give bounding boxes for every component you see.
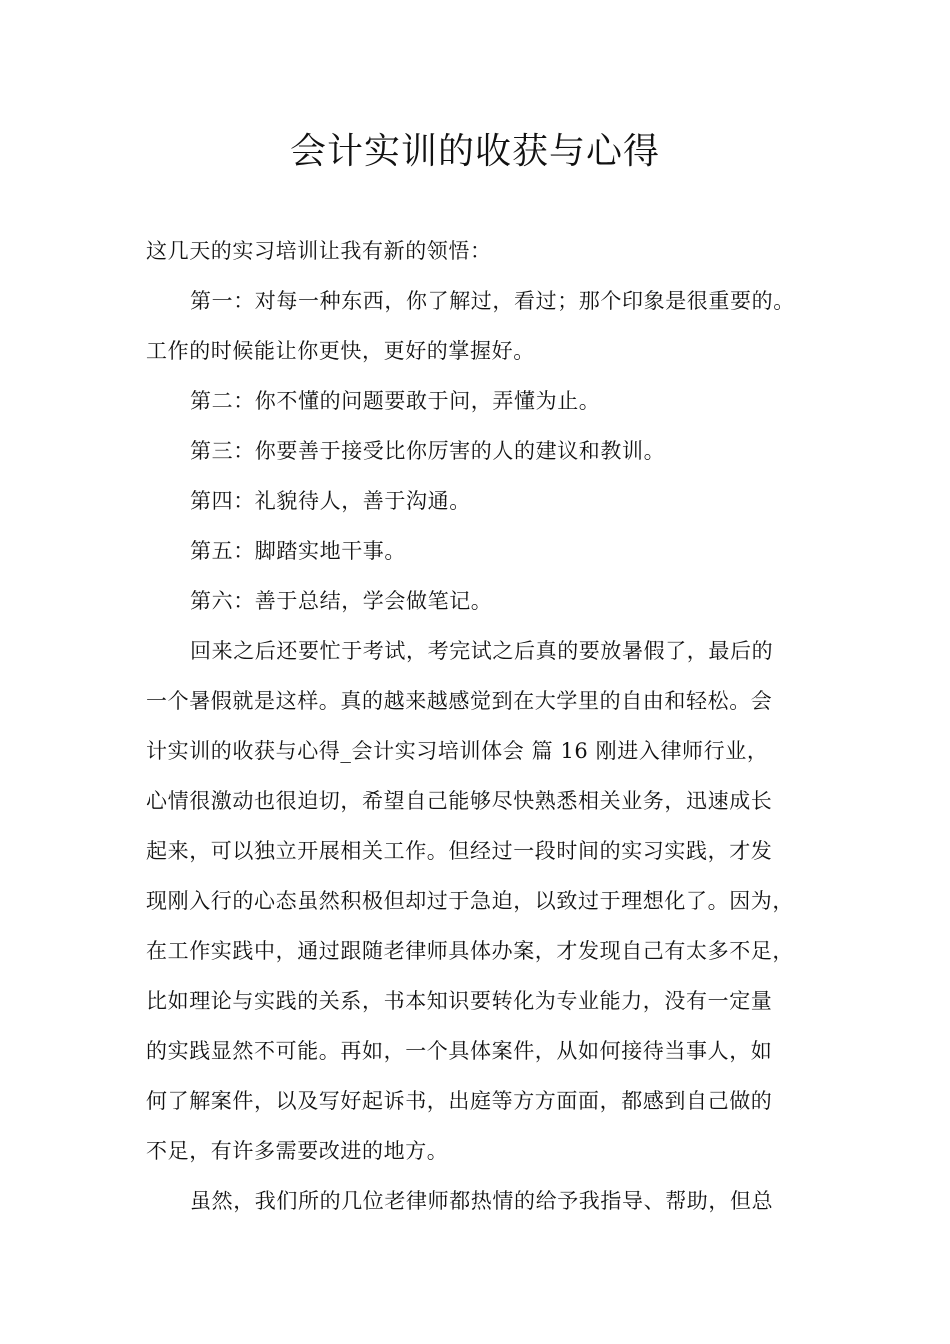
text-line: 何了解案件，以及写好起诉书，出庭等方方面面，都感到自己做的 [146,1089,773,1113]
text-line: 的实践显然不可能。再如，一个具体案件，从如何接待当事人，如 [146,1039,773,1063]
text-line: 起来，可以独立开展相关工作。但经过一段时间的实习实践，才发 [146,839,773,863]
text-line: 虽然，我们所的几位老律师都热情的给予我指导、帮助，但总 [190,1189,774,1213]
text-line: 第五：脚踏实地干事。 [190,539,406,563]
text-line: 在工作实践中，通过跟随老律师具体办案，才发现自己有太多不足， [146,939,794,963]
document-title: 会计实训的收获与心得 [289,131,660,172]
text-line: 第六：善于总结，学会做笔记。 [190,589,493,613]
text-line: 回来之后还要忙于考试，考完试之后真的要放暑假了，最后的 [190,639,774,663]
text-line: 现刚入行的心态虽然积极但却过于急迫，以致过于理想化了。因为， [146,889,794,913]
text-line: 比如理论与实践的关系，书本知识要转化为专业能力，没有一定量 [146,989,773,1013]
text-line: 第四：礼貌待人，善于沟通。 [190,489,471,513]
text-line: 一个暑假就是这样。真的越来越感觉到在大学里的自由和轻松。会 [146,689,773,713]
text-line: 第一：对每一种东西，你了解过，看过；那个印象是很重要的。 [190,289,795,313]
text-line: 第三：你要善于接受比你厉害的人的建议和教训。 [190,439,666,463]
text-line: 第二：你不懂的问题要敢于问，弄懂为止。 [190,389,601,413]
text-line: 心情很激动也很迫切，希望自己能够尽快熟悉相关业务，迅速成长 [146,789,773,813]
text-line: 不足，有许多需要改进的地方。 [146,1139,449,1163]
text-line: 这几天的实习培训让我有新的领悟： [146,239,492,263]
text-line: 工作的时候能让你更快，更好的掌握好。 [146,339,535,363]
text-line: 计实训的收获与心得_会计实习培训体会 篇 16 刚进入律师行业， [146,739,769,763]
